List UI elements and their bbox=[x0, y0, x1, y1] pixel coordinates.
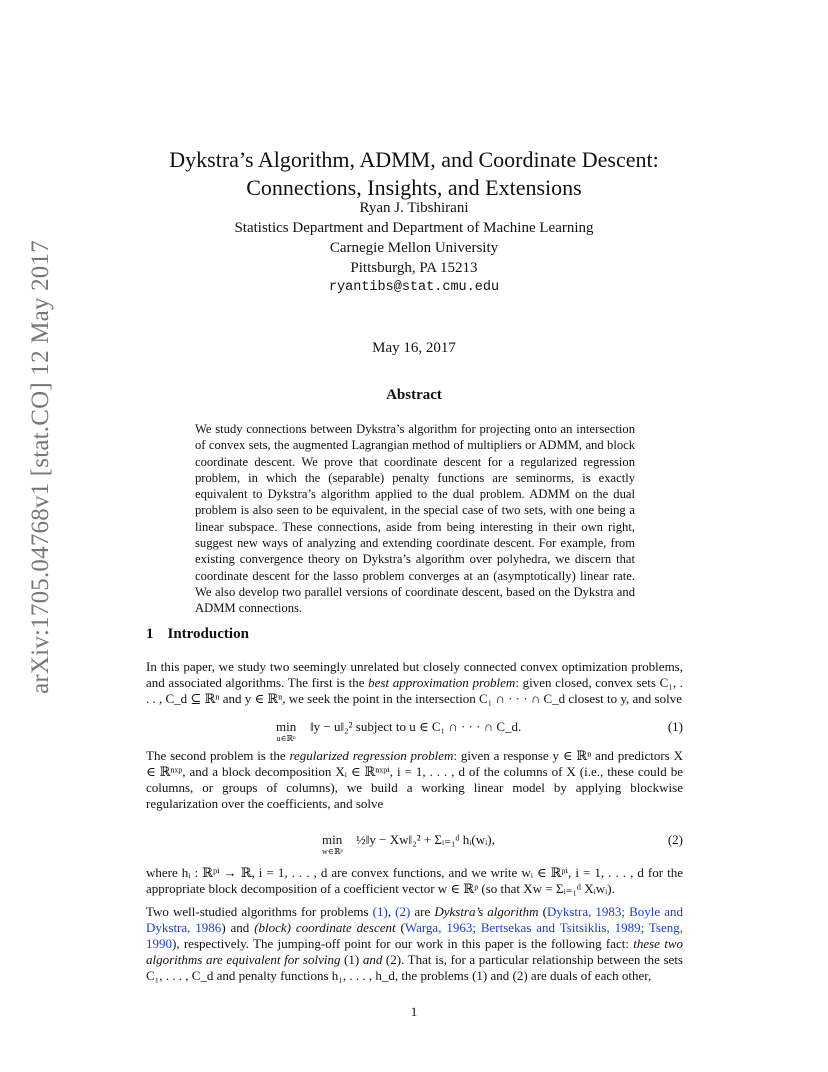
title-line-1: Dykstra’s Algorithm, ADMM, and Coordinate Descent: bbox=[169, 147, 659, 172]
affiliation-department: Statistics Department and Department of Machine Learning bbox=[234, 220, 594, 236]
citation-dykstra-link[interactable]: Dykstra, 1983; Boyle and Dykstra, 1986 bbox=[146, 904, 683, 935]
intro-paragraph-2: The second problem is the regularized regression problem: given a response y ∈ ℝⁿ and predictors X ∈ ℝⁿˣᵖ, and a block decomposition Xᵢ ∈ ℝⁿˣᵖⁱ, i = 1, . . . , d of the columns of X (i.e., these could be columns, or groups of columns), we build a working linear model by applying blockwise regularization over the coefficients, and solve bbox=[146, 748, 683, 811]
eq2-body: ½‖y − Xw‖₂² + Σᵢ₌₁ᵈ hᵢ(wᵢ), bbox=[356, 832, 495, 847]
author-name: Ryan J. Tibshirani bbox=[359, 200, 469, 216]
eq2-min: min w∈ℝᵖ bbox=[322, 832, 343, 856]
eq1-body: ‖y − u‖₂² subject to u ∈ C₁ ∩ · · · ∩ C_d. bbox=[310, 719, 522, 734]
abstract-text: We study connections between Dykstra’s algorithm for projecting onto an intersection of convex sets, the augmented Lagrangian method of multipliers or ADMM, and block coordinate descent. We prove that coordinate descent for a regularized regression problem, in which the (separable) penalty functions are seminorms, is exactly equivalent to Dykstra’s algorithm applied to the dual problem. ADMM on the dual problem is also seen to be equivalent, in the special case of two sets, with one being a linear subspace. These connections, aside from being interesting in their own right, suggest new ways of analyzing and extending coordinate descent. For example, from existing convergence theory on Dykstra’s algorithm over polyhedra, we discern that coordinate descent for the lasso problem converges at an (asymptotically) linear rate. We also develop two parallel versions of coordinate descent, based on the Dykstra and ADMM connections. bbox=[195, 422, 635, 616]
equation-2 bbox=[146, 818, 683, 864]
paper-title bbox=[100, 146, 728, 202]
section-title: Introduction bbox=[167, 626, 249, 642]
paper-date: May 16, 2017 bbox=[372, 340, 456, 356]
affiliation-university: Carnegie Mellon University bbox=[329, 240, 499, 256]
arxiv-identifier: arXiv:1705.04768v1 [stat.CO] 12 May 2017 bbox=[27, 240, 54, 694]
equation-ref-1-link[interactable]: (1) bbox=[372, 904, 388, 919]
author-email: ryantibs@stat.cmu.edu bbox=[328, 280, 500, 295]
equation-1 bbox=[146, 719, 683, 745]
intro-paragraph-3: where hᵢ : ℝᵖⁱ → ℝ, i = 1, . . . , d are convex functions, and we write wᵢ ∈ ℝᵖⁱ, i = 1, . . . , d for the appropriate block decomposition of a coefficient vector w ∈ ℝᵖ (so that Xw = Σᵢ₌₁ᵈ Xᵢwᵢ). bbox=[146, 865, 683, 896]
eq1-number: (1) bbox=[667, 719, 683, 734]
title-line-2: Connections, Insights, and Extensions bbox=[246, 175, 582, 200]
eq2-number: (2) bbox=[667, 832, 683, 847]
eq1-min: min u∈ℝⁿ bbox=[276, 719, 297, 743]
equation-ref-2-link[interactable]: (2) bbox=[395, 904, 411, 919]
arxiv-sidebar bbox=[26, 240, 56, 694]
page-number: 1 bbox=[410, 1004, 418, 1019]
citation-coordinate-descent-link[interactable]: Warga, 1963; Bertsekas and Tsitsiklis, 1989; Tseng, 1990 bbox=[146, 920, 683, 951]
intro-paragraph-1: In this paper, we study two seemingly unrelated but closely connected convex optimization problems, and associated algorithms. The first is the best approximation problem: given closed, convex sets C₁, . . . , C_d ⊆ ℝⁿ and y ∈ ℝⁿ, we seek the point in the intersection C₁ ∩ · · · ∩ C_d closest to y, and solve bbox=[146, 659, 683, 706]
author-block bbox=[100, 198, 728, 298]
affiliation-address: Pittsburgh, PA 15213 bbox=[350, 260, 478, 276]
section-heading bbox=[146, 626, 249, 643]
abstract-heading: Abstract bbox=[386, 387, 442, 403]
section-number: 1 bbox=[146, 626, 154, 642]
intro-paragraph-4: Two well-studied algorithms for problems (1), (2) are Dykstra’s algorithm (Dykstra, 1983; Boyle and Dykstra, 1986) and (block) coordinate descent (Warga, 1963; Bertsekas and Tsitsiklis, 1989; Tseng, 1990), respectively. The jumping-off point for our work in this paper is the following fact: these two algorithms are equivalent for solving (1) and (2). That is, for a particular relationship between the sets C₁, . . . , C_d and penalty functions h₁, . . . , h_d, the problems (1) and (2) are duals of each other, bbox=[146, 904, 683, 983]
